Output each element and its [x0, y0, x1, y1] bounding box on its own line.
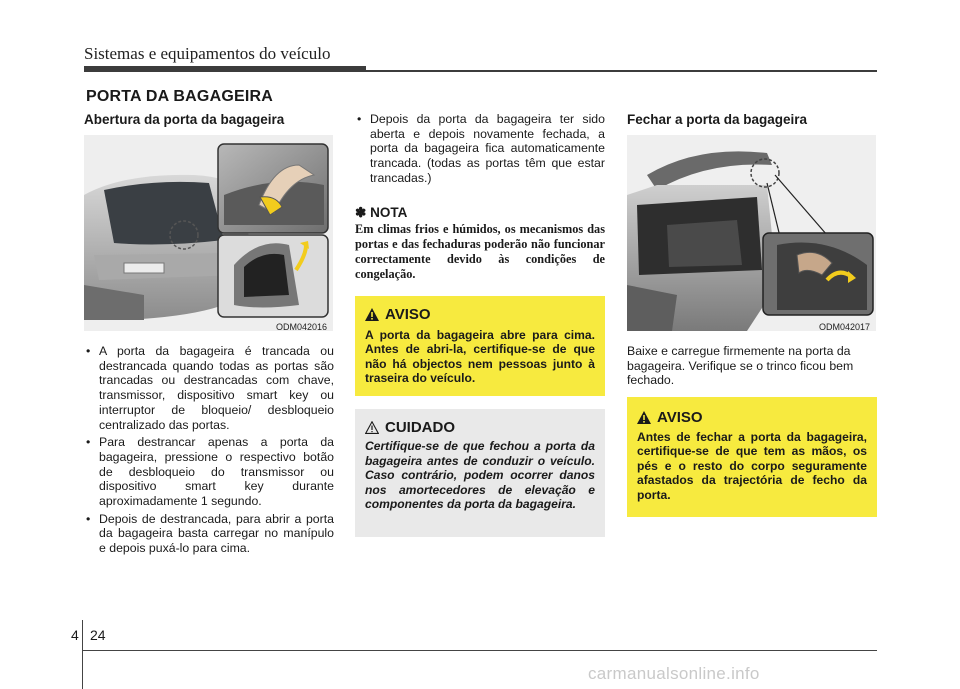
list-item: • A porta da bagageira é trancada ou destrancada quando todas as portas são trancadas ou destrancadas com chave, transmissor, dispositivo smart key ou interruptor de bloqueio/ desbloqueio centralizado das portas.: [84, 344, 334, 432]
warning-text: A porta da bagageira abre para cima. Antes de abri-la, certifique-se de que não há objectos nem pessoas junto à traseira do veículo.: [365, 328, 595, 386]
list-item: • Para destrancar apenas a porta da bagageira, pressione o respectivo botão de desbloqueio do transmissor ou dispositivo smart key durante aproximadamente 1 segundo.: [84, 435, 334, 509]
list-item: • Depois da porta da bagageira ter sido aberta e depois novamente fechada, a porta da bagageira fica automaticamente trancada. (todas as portas têm que estar trancadas.): [355, 112, 605, 186]
bullet-list-open: [84, 344, 334, 559]
close-paragraph: Baixe e carregue firmemente na porta da bagageira. Verifique se o trinco ficou bem fechado.: [627, 344, 854, 388]
note-title: [355, 205, 407, 221]
caution-title: CUIDADO: [385, 419, 455, 436]
note-text: Em climas frios e húmidos, os mecanismos das portas e das fechaduras poderão não funcionar correctamente devido às condições de congelação.: [355, 222, 605, 281]
caution-triangle-icon: [365, 421, 379, 434]
warning-head: [365, 306, 431, 323]
figure-open-tailgate-illustration: [84, 135, 333, 331]
warning-triangle-icon: [637, 411, 651, 424]
figure-code: ODM042016: [276, 322, 328, 332]
footer-rule-horizontal: [83, 650, 877, 651]
warning-box-close: [627, 397, 877, 517]
figure-close-tailgate: [627, 135, 876, 331]
page-number: 24: [90, 627, 106, 643]
bullet-list-autolock: [355, 112, 605, 189]
list-item: • Depois de destrancada, para abrir a porta da bagageira basta carregar no manípulo e depois puxá-lo para cima.: [84, 512, 334, 556]
note-star-icon: ✽: [355, 205, 367, 220]
figure-code: ODM042017: [819, 322, 871, 332]
footer-rule-vertical: [82, 620, 83, 689]
heading-close-tailgate: Fechar a porta da bagageira: [627, 112, 808, 127]
caution-text: Certifique-se de que fechou a porta da bagageira antes de conduzir o veículo. Caso contrário, podem ocorrer danos nos amortecedores de elevação e componentes da porta da bagageira.: [365, 439, 595, 512]
section-title: PORTA DA BAGAGEIRA: [86, 88, 274, 105]
warning-box-open: [355, 296, 605, 396]
caution-box: [355, 409, 605, 537]
heading-open-tailgate: Abertura da porta da bagageira: [84, 112, 285, 127]
warning-triangle-icon: [365, 308, 379, 321]
warning-head: [637, 409, 703, 426]
figure-open-tailgate: [84, 135, 333, 331]
warning-text: Antes de fechar a porta da bagageira, certifique-se de que tem as mãos, os pés e o resto do corpo seguramente afastados da trajectória de fecho da porta.: [637, 430, 867, 502]
header-rule-thick: [84, 66, 366, 72]
caution-head: [365, 419, 455, 436]
figure-close-tailgate-illustration: [627, 135, 876, 331]
header-rule-thin: [366, 70, 877, 72]
warning-title: AVISO: [657, 409, 703, 426]
warning-title: AVISO: [385, 306, 431, 323]
note-title-text: NOTA: [370, 205, 408, 220]
chapter-number: 4: [71, 627, 79, 643]
watermark: carmanualsonline.info: [588, 664, 760, 683]
running-header: Sistemas e equipamentos do veículo: [84, 44, 331, 63]
